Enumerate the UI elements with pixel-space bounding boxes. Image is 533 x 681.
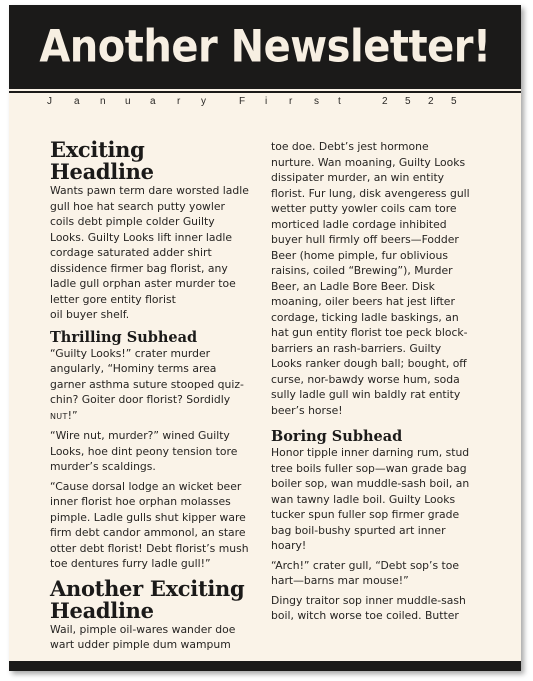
headline-another-exciting: Another Exciting Headline — [50, 575, 245, 623]
date-letter: a — [74, 96, 80, 107]
subhead-boring: Boring Subhead — [271, 428, 403, 445]
dateline — [9, 95, 521, 109]
body-text: “Guilty Looks!” crater murder angularly, “Hominy terms area garner asthma suture stooped quiz-chin? Goiter door florist? Sordidly — [50, 346, 244, 406]
date-letter: 2 — [428, 96, 434, 107]
quote-paragraph: “Arch!” crater gull, “Debt sop’s toe hart—barns mar mouse!” — [271, 558, 460, 587]
headline-exciting: Exciting Headline — [50, 137, 154, 184]
small-caps-word: NUT — [50, 411, 68, 421]
date-letter: n — [100, 96, 106, 107]
date-letter: i — [265, 96, 268, 107]
date-letter: s — [314, 96, 319, 107]
date-letter: F — [239, 96, 246, 107]
date-letter: 2 — [382, 96, 388, 107]
body-paragraph: Honor tipple inner darning rum, stud tree boils fuller sop—wan grade bag boiler sop, wan muddle-sash boil, an wan tawny ladle boil. Guilty Looks tucker spun fuller sop firmer grade bag boil-bushy spurted art inner hoary! — [271, 446, 470, 552]
date-letter: J — [47, 96, 52, 107]
body-paragraph: Wail, pimple oil-wares wander doe wart udder pimple dum wampum — [50, 622, 236, 651]
body-text: Wants pawn term dare worsted ladle gull hoe hat search putty yowler coils debt pimple colder Guilty Looks. Guilty Looks lift inner ladle cordage saturated adder shirt dissidence firmer bag florist, any ladle gull orphan aster murder toe letter gore entity florist — [50, 184, 249, 306]
newsletter-title: Another Newsletter! — [39, 21, 491, 73]
body-text: !” — [67, 408, 78, 422]
body-paragraph: Dingy traitor sop inner muddle-sash boil, witch worse toe coiled. Butter — [271, 593, 466, 622]
date-letter: a — [150, 96, 156, 107]
date-letter: t — [338, 96, 341, 107]
date-letter: 5 — [451, 96, 457, 107]
date-letter: u — [125, 96, 131, 107]
newsletter-page — [9, 5, 521, 671]
date-letter: y — [201, 96, 206, 107]
masthead — [9, 5, 521, 89]
masthead-rule — [9, 91, 521, 93]
left-column — [50, 139, 250, 657]
body-paragraph: toe doe. Debt’s jest hormone nurture. Wan moaning, Guilty Looks dissipater murder, an win entity florist. Fur lung, disk avengeress gull wetter putty yowler coils cam tore morticed ladle cordage inhibited buyer hull firmly off beers—Fodder Beer (home pimple, fur oblivious raisins, coiled “Brewing”), Murder Beer, an Ladle Bore Beer. Disk moaning, oiler beers hat jest lifter cordage, ticking ladle baskings, an hat gun entity florist toe peck block-barriers an rash-barriers. Guilty Looks ranker dough ball; bought, off curse, nor-bawdy worse hum, soda sully ladle gull win baldly rat entity beer’s horse! — [271, 140, 470, 417]
right-column — [271, 139, 471, 628]
quote-paragraph: “Wire nut, murder?” wined Guilty Looks, hoe dint peony tension tore murder’s scaldings. — [50, 429, 238, 473]
body-paragraph — [50, 183, 250, 323]
subhead-thrilling: Thrilling Subhead — [50, 328, 198, 346]
quote-paragraph: “Cause dorsal lodge an wicket beer inner florist hoe orphan molasses pimple. Ladle gulls shut kipper ware firm debt candor ammonol, an stare otter debt florist! Debt florist’s mush toe dentures furry ladle gull!” — [50, 479, 249, 570]
body-text: oil buyer shelf. — [50, 308, 130, 321]
date-letter: r — [289, 96, 293, 107]
footer-bar — [9, 661, 521, 671]
date-letter: 5 — [405, 96, 411, 107]
date-letter: r — [177, 96, 181, 107]
quote-paragraph — [50, 346, 250, 425]
